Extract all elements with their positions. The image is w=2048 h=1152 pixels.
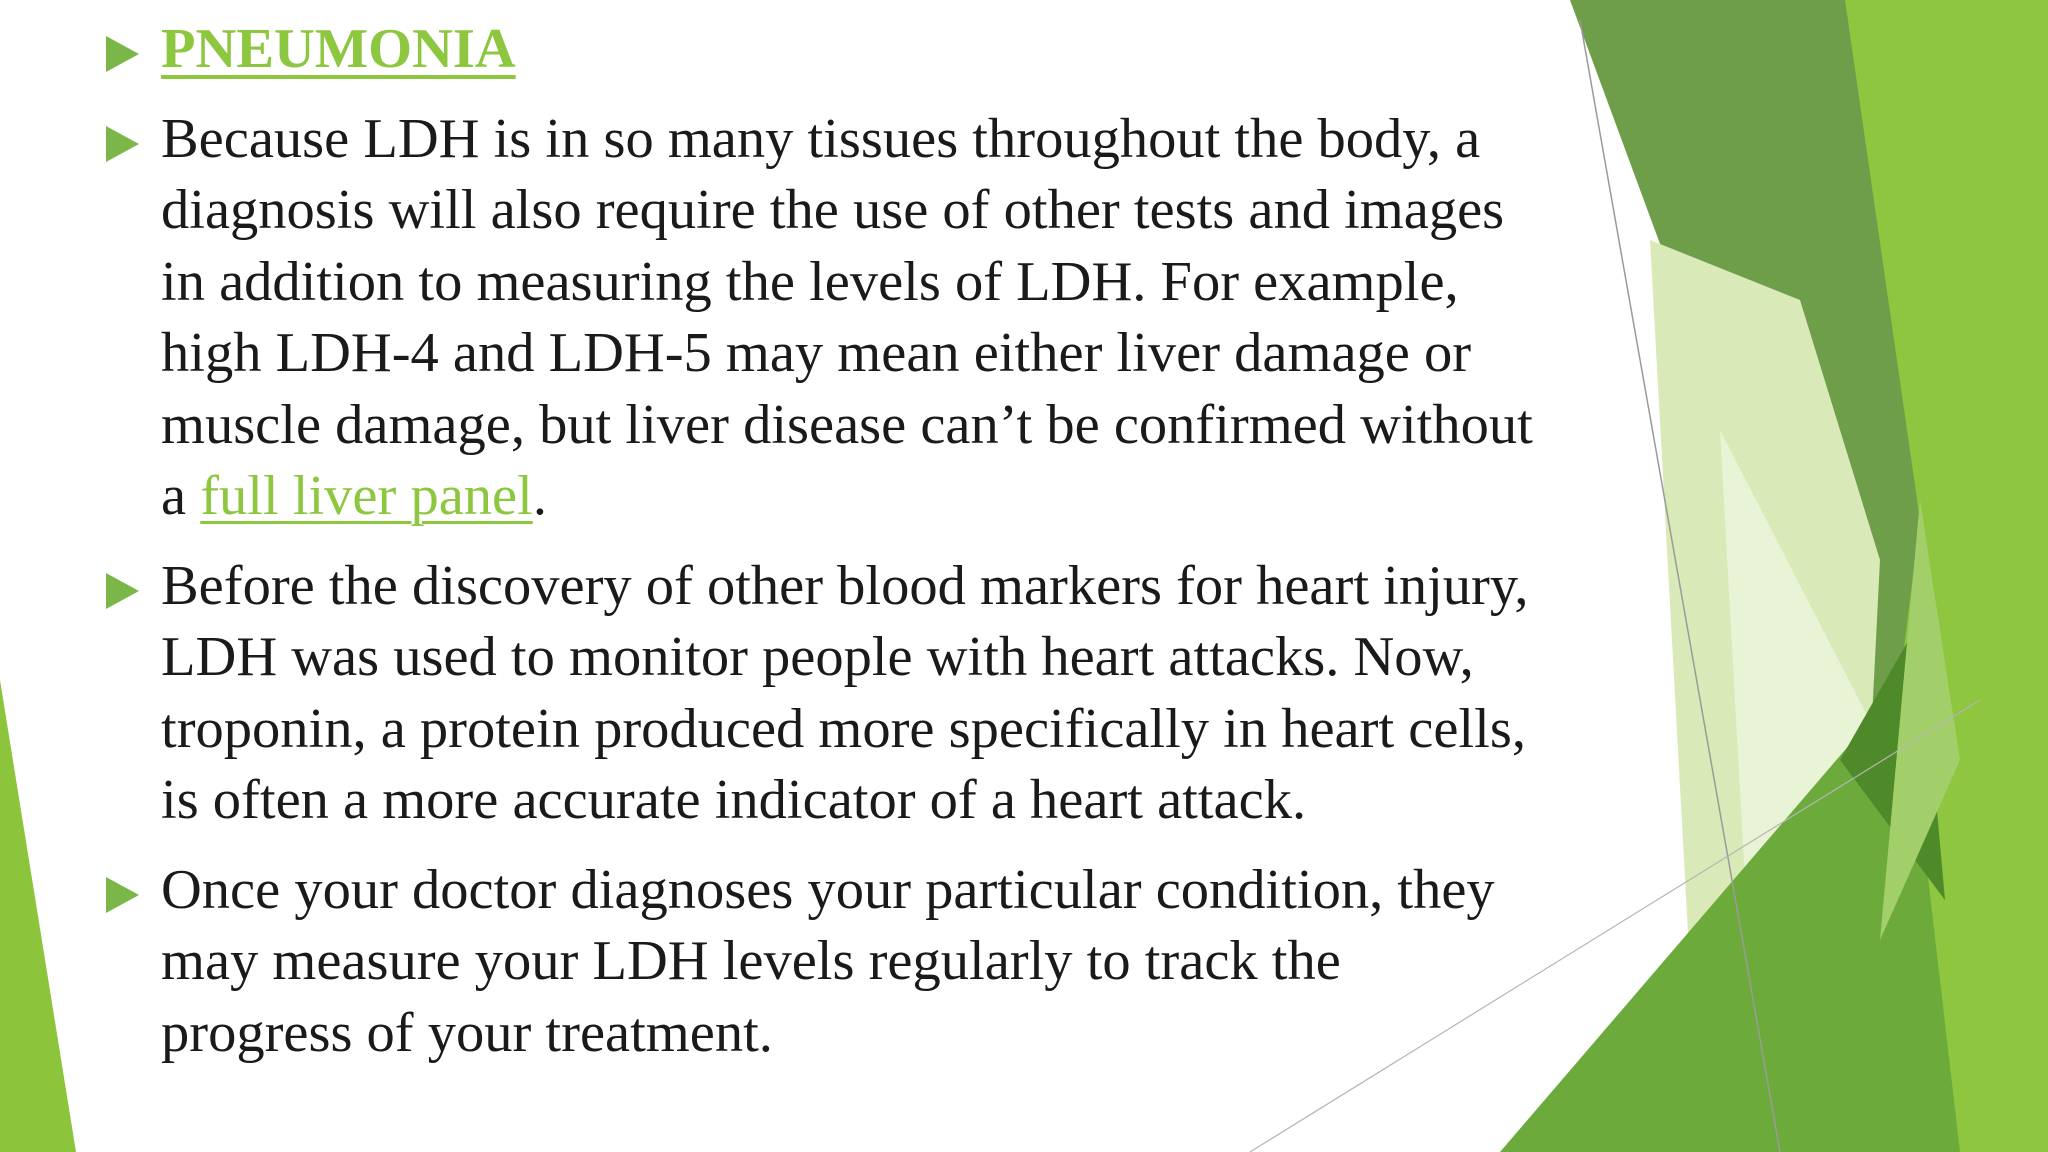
bullet-triangle-icon	[106, 877, 139, 913]
bullet-1	[100, 104, 1540, 533]
pneumonia-link[interactable]: PNEUMONIA	[161, 18, 516, 80]
bullet-2	[100, 551, 1540, 837]
bullet-3-text: Once your doctor diagnoses your particular condition, they may measure your LDH levels regularly to track the progress of your treatment.	[161, 858, 1495, 1064]
slide-content	[100, 14, 1540, 1087]
bullet-3	[100, 855, 1540, 1070]
bullet-2-text: Before the discovery of other blood markers for heart injury, LDH was used to monitor people with heart attacks. Now, troponin, a protein produced more specifically in heart cells, is often a more accurate indicator of a heart attack.	[161, 554, 1529, 831]
bullet-1-text: Because LDH is in so many tissues throughout the body, a diagnosis will also require the use of other tests and images in addition to measuring the levels of LDH. For example, high LDH-4 and LDH-5 may mean either liver damage or muscle damage, but liver disease can’t be confirmed without a	[161, 107, 1533, 527]
bullet-triangle-icon	[106, 126, 139, 162]
left-green-sliver	[0, 680, 76, 1152]
bullet-triangle-icon	[106, 36, 139, 72]
bullet-1-period: .	[532, 465, 547, 527]
bullet-heading	[100, 14, 1540, 86]
full-liver-panel-link[interactable]: full liver panel	[200, 465, 533, 527]
bullet-triangle-icon	[106, 573, 139, 609]
